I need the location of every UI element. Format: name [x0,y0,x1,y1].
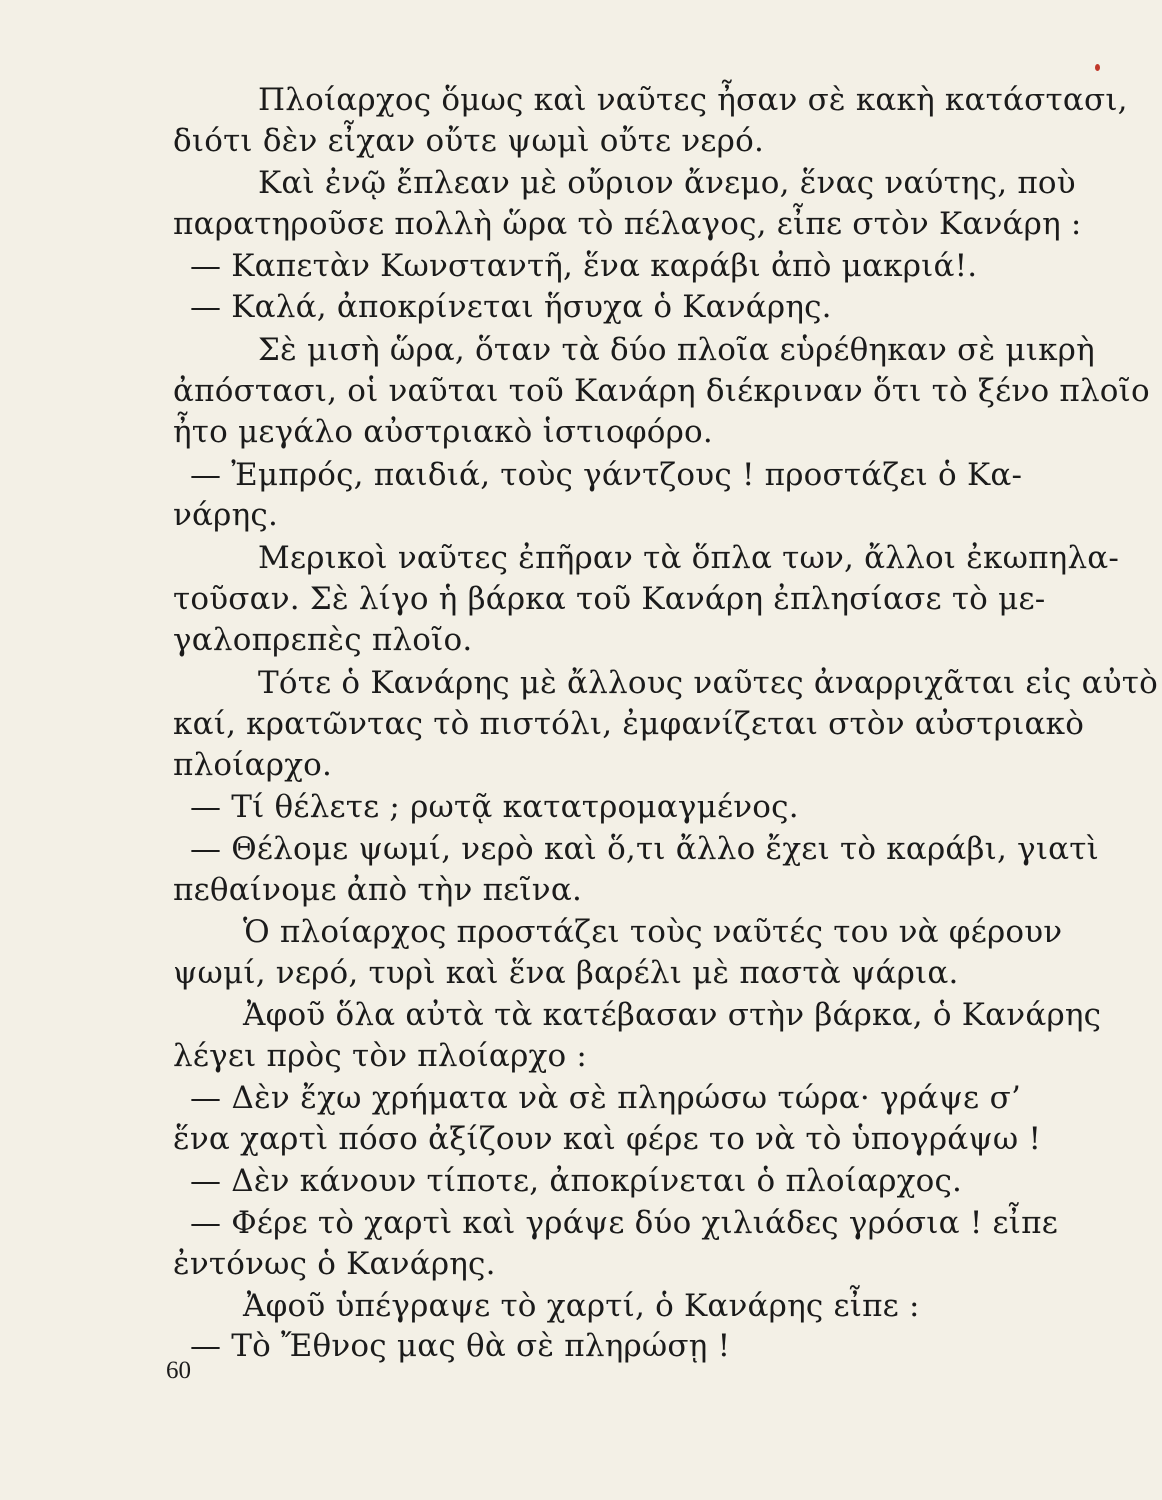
text-line-10: τοῦσαν. Σὲ λίγο ἡ βάρκα τοῦ Κανάρη ἐπλησίασε τὸ με- [173,581,1046,617]
text-line-18: Ἀφοῦ ὅλα αὐτὰ τὰ κατέβασαν στὴν βάρκα, ὁ Κανάρης [243,997,1102,1033]
text-line-22: Ἀφοῦ ὑπέγραψε τὸ χαρτί, ὁ Κανάρης εἶπε : [243,1288,920,1324]
dialogue-line-4: — Τί θέλετε ; ρωτᾷ κατατρομαγμένος. [190,789,799,825]
ink-speck [1095,64,1100,71]
dialogue-line-9: — Τὸ Ἔθνος μας θὰ σὲ πληρώσῃ ! [190,1328,731,1364]
text-line-15: πεθαίνομε ἀπὸ τὴν πεῖνα. [173,872,583,908]
text-line-8: νάρης. [173,497,278,533]
text-line-19: λέγει πρὸς τὸν πλοίαρχο : [173,1038,588,1074]
dialogue-line-3: — Ἐμπρός, παιδιά, τοὺς γάντζους ! προστάζει ὁ Κα- [190,457,1023,493]
text-line-2: διότι δὲν εἶχαν οὔτε ψωμὶ οὔτε νερό. [173,123,765,159]
dialogue-line-6: — Δὲν ἔχω χρήματα νὰ σὲ πληρώσω τώρα· γράψε σ’ [190,1080,1021,1116]
dialogue-line-1: — Καπετὰν Κωνσταντῆ, ἕνα καράβι ἀπὸ μακριά!. [190,248,978,284]
text-line-5: Σὲ μισὴ ὥρα, ὅταν τὰ δύο πλοῖα εὑρέθηκαν σὲ μικρὴ [258,332,1095,368]
text-line-1: Πλοίαρχος ὅμως καὶ ναῦτες ἦσαν σὲ κακὴ κατάστασι, [258,82,1128,118]
page-number: 60 [166,1357,191,1384]
dialogue-line-7: — Δὲν κάνουν τίποτε, ἀποκρίνεται ὁ πλοίαρχος. [190,1163,963,1199]
text-line-4: παρατηροῦσε πολλὴ ὥρα τὸ πέλαγος, εἶπε στὸν Κανάρη : [173,206,1082,242]
text-line-7: ἦτο μεγάλο αὐστριακὸ ἱστιοφόρο. [173,414,713,450]
text-line-14: πλοίαρχο. [173,747,333,783]
dialogue-line-5: — Θέλομε ψωμί, νερὸ καὶ ὅ,τι ἄλλο ἔχει τὸ καράβι, γιατὶ [190,831,1100,867]
text-line-16: Ὁ πλοίαρχος προστάζει τοὺς ναῦτές του νὰ φέρουν [243,914,1063,950]
text-line-11: γαλοπρεπὲς πλοῖο. [173,622,473,658]
text-line-9: Μερικοὶ ναῦτες ἐπῆραν τὰ ὅπλα των, ἄλλοι ἐκωπηλα- [258,540,1120,576]
text-line-12: Τότε ὁ Κανάρης μὲ ἄλλους ναῦτες ἀναρριχᾶται εἰς αὐτὸ [258,665,1158,701]
text-line-6: ἀπόστασι, οἱ ναῦται τοῦ Κανάρη διέκριναν ὅτι τὸ ξένο πλοῖο [173,373,1150,409]
text-line-20: ἕνα χαρτὶ πόσο ἀξίζουν καὶ φέρε το νὰ τὸ ὑπογράψω ! [173,1121,1042,1157]
text-line-13: καί, κρατῶντας τὸ πιστόλι, ἐμφανίζεται στὸν αὐστριακὸ [173,706,1085,742]
text-line-21: ἐντόνως ὁ Κανάρης. [173,1246,496,1282]
dialogue-line-2: — Καλά, ἀποκρίνεται ἥσυχα ὁ Κανάρης. [190,289,832,325]
text-line-3: Καὶ ἐνῷ ἔπλεαν μὲ οὔριον ἄνεμο, ἕνας ναύτης, ποὺ [258,165,1076,201]
text-line-17: ψωμί, νερό, τυρὶ καὶ ἕνα βαρέλι μὲ παστὰ ψάρια. [173,955,959,991]
dialogue-line-8: — Φέρε τὸ χαρτὶ καὶ γράψε δύο χιλιάδες γρόσια ! εἶπε [190,1205,1058,1241]
